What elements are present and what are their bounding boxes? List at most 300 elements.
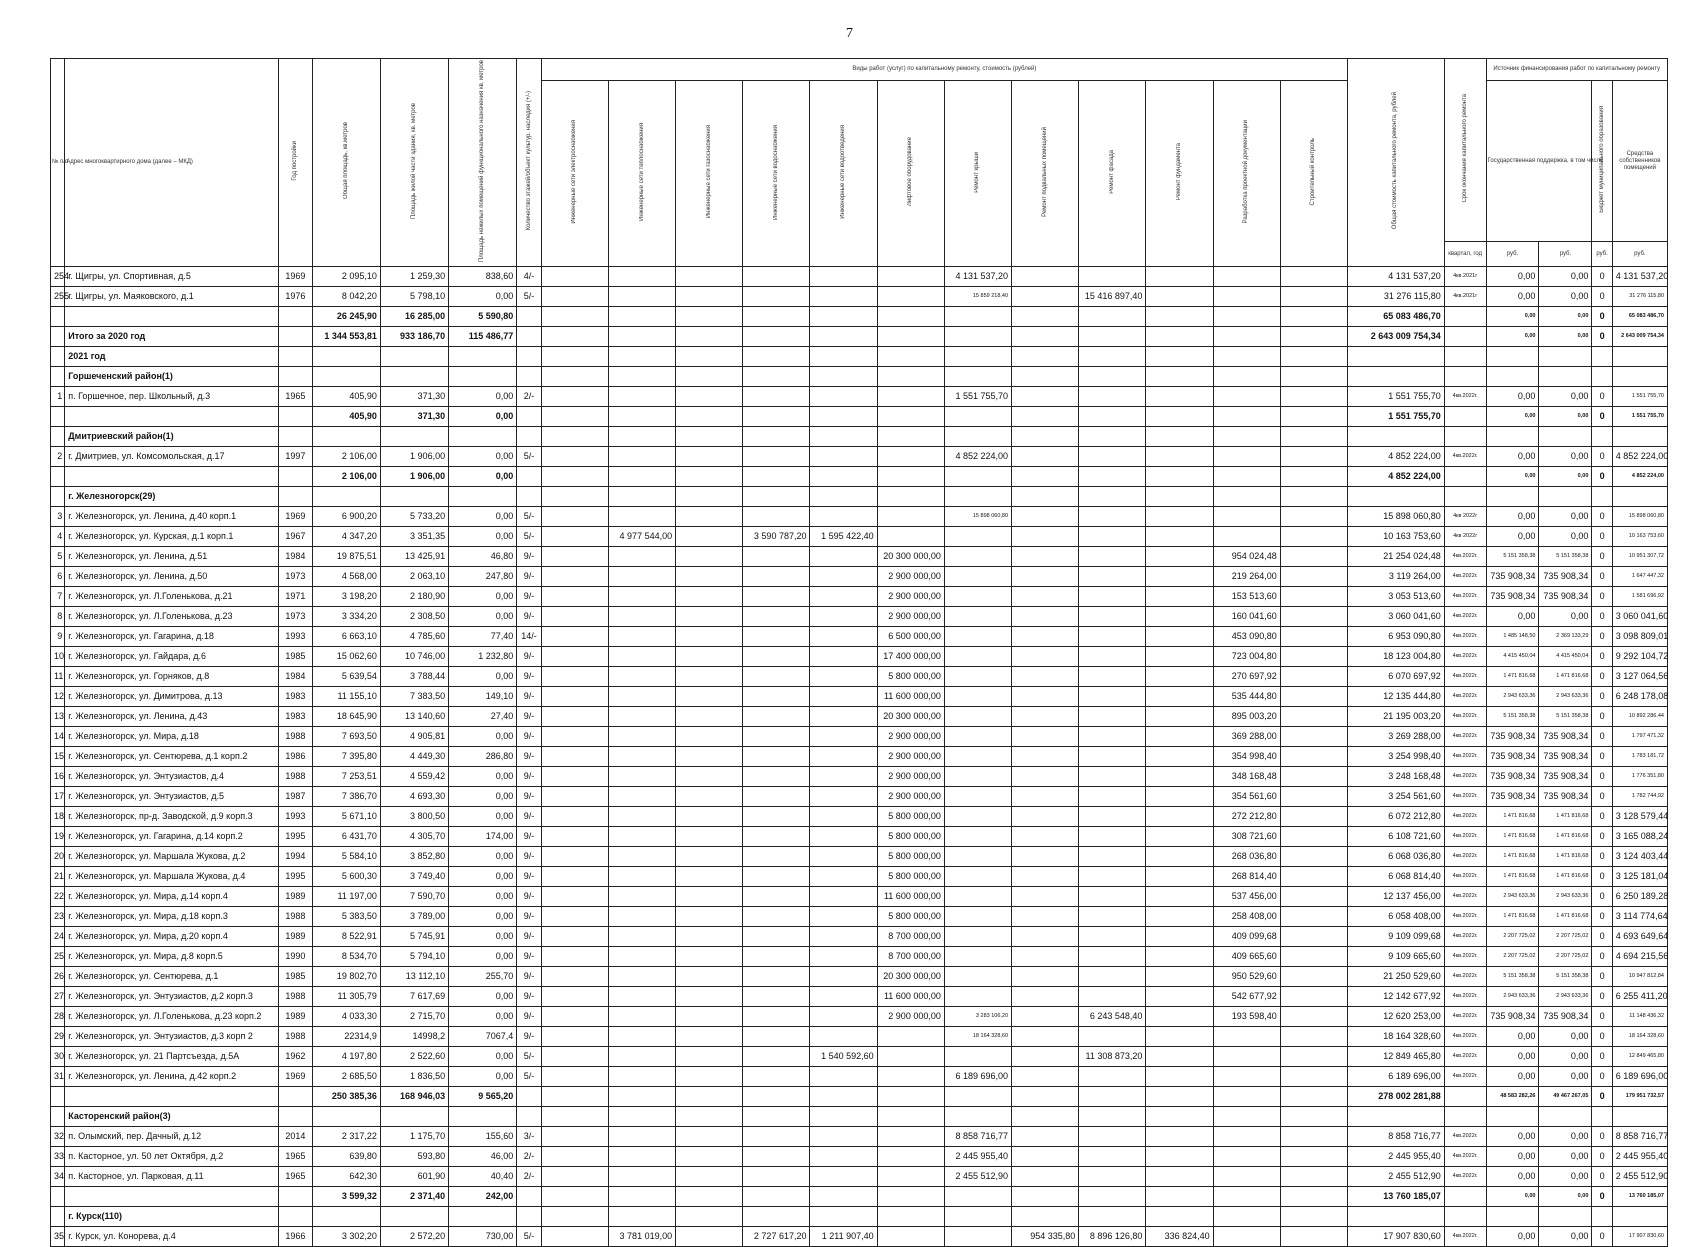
regional-amount: 0,00: [1539, 327, 1592, 347]
work-cost: [541, 887, 608, 907]
work-cost: [810, 1167, 877, 1187]
address: г. Железногорск, ул. Гайдара, д.6: [65, 647, 279, 667]
work-cost: 160 041,60: [1213, 607, 1280, 627]
empty-cell: [1012, 1107, 1079, 1127]
row-num: 11: [51, 667, 65, 687]
regional-amount: 1 471 816,68: [1539, 907, 1592, 927]
empty-cell: [541, 1207, 608, 1227]
work-cost: [676, 1187, 743, 1207]
work-cost: [676, 987, 743, 1007]
empty-cell: [810, 487, 877, 507]
regional-amount: 0,00: [1539, 527, 1592, 547]
col-header-year: Год постройки: [279, 59, 313, 267]
deadline: 4кв.2022г.: [1444, 1127, 1486, 1147]
regional-amount: 0,00: [1539, 1127, 1592, 1147]
work-cost: [1213, 267, 1280, 287]
table-row: [51, 1127, 1668, 1147]
work-cost: [608, 1127, 675, 1147]
table-row: [51, 887, 1668, 907]
empty-cell: [1079, 487, 1146, 507]
living-area: 16 285,00: [380, 307, 448, 327]
regional-amount: 5 151 358,38: [1539, 707, 1592, 727]
total-cost: 18 164 328,60: [1348, 1027, 1445, 1047]
work-cost: [1012, 787, 1079, 807]
work-cost: [743, 1167, 810, 1187]
work-cost: [877, 327, 944, 347]
work-cost: [944, 1087, 1011, 1107]
work-cost: [676, 907, 743, 927]
total-area: 2 106,00: [312, 467, 380, 487]
municipal-amount: 0: [1592, 687, 1612, 707]
work-cost: [541, 447, 608, 467]
work-cost: [541, 987, 608, 1007]
municipal-amount: 0: [1592, 767, 1612, 787]
col-header-funding-group: Источник финансирования работ по капитальному ремонту: [1486, 59, 1667, 81]
year: 1988: [279, 727, 313, 747]
work-cost: [1280, 667, 1347, 687]
total-cost: 6 072 212,80: [1348, 807, 1445, 827]
regional-amount: 735 908,34: [1539, 787, 1592, 807]
work-cost: [676, 287, 743, 307]
row-num: 22: [51, 887, 65, 907]
work-cost: 15 859 218,40: [944, 287, 1011, 307]
work-cost: [1012, 307, 1079, 327]
total-area: 1 344 553,81: [312, 327, 380, 347]
floors: [517, 467, 541, 487]
regional-amount: 0,00: [1539, 407, 1592, 427]
year: 1985: [279, 647, 313, 667]
work-cost: [1079, 507, 1146, 527]
work-cost: 11 600 000,00: [877, 687, 944, 707]
subtotal-label: [65, 307, 279, 327]
work-cost: [1146, 907, 1213, 927]
col-header-work-gas: Инженерные сети газоснабжения: [676, 81, 743, 267]
work-cost: [944, 1047, 1011, 1067]
municipal-amount: 0: [1592, 887, 1612, 907]
work-cost: 153 513,60: [1213, 587, 1280, 607]
deadline: 4кв.2022г.: [1444, 847, 1486, 867]
total-cost: 4 852 224,00: [1348, 467, 1445, 487]
work-cost: [944, 767, 1011, 787]
total-cost: 3 269 288,00: [1348, 727, 1445, 747]
row-num: 20: [51, 847, 65, 867]
work-cost: [676, 667, 743, 687]
nonliving-area: 730,00: [449, 1227, 517, 1247]
living-area: 3 800,50: [380, 807, 448, 827]
work-cost: [541, 407, 608, 427]
work-cost: [1280, 267, 1347, 287]
deadline: [1444, 307, 1486, 327]
work-cost: [877, 507, 944, 527]
municipal-amount: 0: [1592, 947, 1612, 967]
address: г. Железногорск, ул. Маршала Жукова, д.4: [65, 867, 279, 887]
work-cost: [1079, 907, 1146, 927]
col-header-work-control: Строительный контроль: [1280, 81, 1347, 267]
empty-cell: [1444, 1107, 1486, 1127]
owners-amount: 10 163 753,60: [1612, 527, 1667, 547]
total-area: 11 197,00: [312, 887, 380, 907]
work-cost: [1146, 667, 1213, 687]
work-cost: [608, 907, 675, 927]
work-cost: 3 781 019,00: [608, 1227, 675, 1247]
floors: 5/-: [517, 507, 541, 527]
owners-amount: 2 455 512,90: [1612, 1167, 1667, 1187]
total-area: 405,90: [312, 407, 380, 427]
work-cost: 354 561,60: [1213, 787, 1280, 807]
owners-amount: 3 114 774,64: [1612, 907, 1667, 927]
work-cost: [944, 627, 1011, 647]
year: 1988: [279, 767, 313, 787]
work-cost: [1280, 327, 1347, 347]
empty-cell: [1213, 1107, 1280, 1127]
owners-amount: 17 907 830,60: [1612, 1227, 1667, 1247]
row-num: 25: [51, 947, 65, 967]
row-num: 255: [51, 287, 65, 307]
nonliving-area: 40,40: [449, 1167, 517, 1187]
work-cost: [1280, 387, 1347, 407]
empty-cell: [1592, 427, 1612, 447]
nonliving-area: 174,00: [449, 827, 517, 847]
fund-amount: 1 471 816,68: [1486, 867, 1539, 887]
address: г. Железногорск, ул. Маршала Жукова, д.2: [65, 847, 279, 867]
nonliving-area: 0,00: [449, 927, 517, 947]
empty-cell: [1012, 1207, 1079, 1227]
owners-amount: 4 852 224,00: [1612, 447, 1667, 467]
work-cost: [1280, 607, 1347, 627]
work-cost: [944, 987, 1011, 1007]
nonliving-area: 0,00: [449, 527, 517, 547]
work-cost: [608, 987, 675, 1007]
living-area: 4 449,30: [380, 747, 448, 767]
work-cost: [608, 627, 675, 647]
empty-cell: [944, 1107, 1011, 1127]
work-cost: [1280, 847, 1347, 867]
section-row: [51, 427, 1668, 447]
floors: 9/-: [517, 727, 541, 747]
empty-cell: [541, 427, 608, 447]
regional-amount: 2 207 725,02: [1539, 927, 1592, 947]
table-row: [51, 747, 1668, 767]
total-area: 5 584,10: [312, 847, 380, 867]
work-cost: [676, 1227, 743, 1247]
empty-cell: [743, 487, 810, 507]
work-cost: 2 900 000,00: [877, 747, 944, 767]
table-row: [51, 967, 1668, 987]
owners-amount: 4 852 224,00: [1612, 467, 1667, 487]
deadline: 4кв.2022г.: [1444, 387, 1486, 407]
work-cost: [1213, 447, 1280, 467]
work-cost: [1280, 1027, 1347, 1047]
deadline: 4кв.2022г.: [1444, 967, 1486, 987]
total-area: 4 347,20: [312, 527, 380, 547]
work-cost: [1146, 267, 1213, 287]
deadline: 4кв.2022г.: [1444, 627, 1486, 647]
work-cost: [743, 807, 810, 827]
work-cost: 308 721,60: [1213, 827, 1280, 847]
work-cost: [944, 327, 1011, 347]
year: 1973: [279, 607, 313, 627]
work-cost: [1146, 947, 1213, 967]
regional-amount: 0,00: [1539, 607, 1592, 627]
work-cost: [541, 1187, 608, 1207]
work-cost: [1146, 1187, 1213, 1207]
work-cost: [1079, 467, 1146, 487]
total-area: 2 685,50: [312, 1067, 380, 1087]
empty-cell: [279, 1107, 313, 1127]
work-cost: [1079, 1027, 1146, 1047]
work-cost: 723 004,80: [1213, 647, 1280, 667]
work-cost: [743, 307, 810, 327]
work-cost: [1012, 767, 1079, 787]
municipal-amount: 0: [1592, 1167, 1612, 1187]
municipal-amount: 0: [1592, 987, 1612, 1007]
work-cost: 258 408,00: [1213, 907, 1280, 927]
nonliving-area: 0,00: [449, 727, 517, 747]
empty-cell: [1592, 1207, 1612, 1227]
work-cost: 8 858 716,77: [944, 1127, 1011, 1147]
year: 1966: [279, 1227, 313, 1247]
address: г. Железногорск, ул. Энтузиастов, д.3 корп 2: [65, 1027, 279, 1047]
deadline: 4кв.2022г.: [1444, 647, 1486, 667]
work-cost: [944, 827, 1011, 847]
owners-amount: 11 148 436,32: [1612, 1007, 1667, 1027]
total-cost: 31 276 115,80: [1348, 287, 1445, 307]
deadline: 4кв.2022г.: [1444, 667, 1486, 687]
floors: [517, 327, 541, 347]
floors: 9/-: [517, 1027, 541, 1047]
work-cost: [541, 627, 608, 647]
regional-amount: 0,00: [1539, 1167, 1592, 1187]
empty-cell: [877, 347, 944, 367]
subtotal-label: Итого за 2020 год: [65, 327, 279, 347]
work-cost: [1213, 1227, 1280, 1247]
work-cost: [810, 607, 877, 627]
living-area: 4 905,81: [380, 727, 448, 747]
empty-cell: [877, 487, 944, 507]
municipal-amount: 0: [1592, 907, 1612, 927]
living-area: 13 425,91: [380, 547, 448, 567]
work-cost: [1146, 1047, 1213, 1067]
regional-amount: 0,00: [1539, 387, 1592, 407]
address: г. Железногорск, ул. 21 Партсъезда, д.5А: [65, 1047, 279, 1067]
col-header-municipal: Бюджет муниципального образования: [1592, 81, 1612, 242]
deadline: 4кв.2022г.: [1444, 1027, 1486, 1047]
total-cost: 21 254 024,48: [1348, 547, 1445, 567]
work-cost: [810, 867, 877, 887]
empty-cell: [449, 347, 517, 367]
nonliving-area: 155,60: [449, 1127, 517, 1147]
work-cost: [1280, 627, 1347, 647]
owners-amount: 31 276 115,80: [1612, 287, 1667, 307]
total-cost: 6 070 697,92: [1348, 667, 1445, 687]
work-cost: [541, 947, 608, 967]
work-cost: [1280, 1007, 1347, 1027]
empty-cell: [810, 367, 877, 387]
work-cost: 950 529,60: [1213, 967, 1280, 987]
owners-amount: 3 124 403,44: [1612, 847, 1667, 867]
section-label: Горшеченский район(1): [65, 367, 279, 387]
empty-cell: [517, 427, 541, 447]
empty-cell: [1146, 1107, 1213, 1127]
regional-amount: 0,00: [1539, 467, 1592, 487]
nonliving-area: 242,00: [449, 1187, 517, 1207]
work-cost: [676, 627, 743, 647]
work-cost: 2 900 000,00: [877, 567, 944, 587]
work-cost: [743, 1127, 810, 1147]
subtotal-row: [51, 327, 1668, 347]
municipal-amount: 0: [1592, 747, 1612, 767]
row-num: 28: [51, 1007, 65, 1027]
fund-amount: 1 471 816,68: [1486, 807, 1539, 827]
table-row: [51, 867, 1668, 887]
row-num: 32: [51, 1127, 65, 1147]
work-cost: [944, 867, 1011, 887]
work-cost: [608, 407, 675, 427]
empty-cell: [944, 347, 1011, 367]
municipal-amount: 0: [1592, 807, 1612, 827]
empty-cell: [877, 1107, 944, 1127]
municipal-amount: 0: [1592, 327, 1612, 347]
work-cost: [1079, 527, 1146, 547]
work-cost: [1213, 1067, 1280, 1087]
empty-cell: [1539, 427, 1592, 447]
row-num: 29: [51, 1027, 65, 1047]
nonliving-area: 0,00: [449, 907, 517, 927]
work-cost: 268 036,80: [1213, 847, 1280, 867]
municipal-amount: 0: [1592, 307, 1612, 327]
work-cost: [743, 587, 810, 607]
work-cost: 2 900 000,00: [877, 727, 944, 747]
total-area: 8 534,70: [312, 947, 380, 967]
work-cost: [1280, 1167, 1347, 1187]
total-area: 22314,9: [312, 1027, 380, 1047]
municipal-amount: 0: [1592, 1187, 1612, 1207]
work-cost: [541, 807, 608, 827]
empty-cell: [1444, 367, 1486, 387]
work-cost: [1213, 1087, 1280, 1107]
work-cost: [541, 707, 608, 727]
empty-cell: [1612, 427, 1667, 447]
year: 1983: [279, 707, 313, 727]
work-cost: [1146, 307, 1213, 327]
row-num: [51, 347, 65, 367]
table-row: [51, 587, 1668, 607]
table-row: [51, 527, 1668, 547]
row-num: 5: [51, 547, 65, 567]
fund-amount: 0,00: [1486, 1187, 1539, 1207]
nonliving-area: 0,00: [449, 667, 517, 687]
work-cost: [1213, 407, 1280, 427]
work-cost: [1079, 387, 1146, 407]
work-cost: [608, 267, 675, 287]
work-cost: [608, 287, 675, 307]
floors: [517, 1187, 541, 1207]
living-area: 1 836,50: [380, 1067, 448, 1087]
nonliving-area: 0,00: [449, 947, 517, 967]
work-cost: [608, 1047, 675, 1067]
total-area: 3 599,32: [312, 1187, 380, 1207]
fund-amount: 1 471 816,68: [1486, 827, 1539, 847]
total-cost: 3 060 041,60: [1348, 607, 1445, 627]
work-cost: [877, 1067, 944, 1087]
work-cost: [743, 547, 810, 567]
work-cost: [1012, 967, 1079, 987]
living-area: 1 906,00: [380, 447, 448, 467]
work-cost: 537 456,00: [1213, 887, 1280, 907]
total-cost: 21 195 003,20: [1348, 707, 1445, 727]
work-cost: [1280, 707, 1347, 727]
row-num: 19: [51, 827, 65, 847]
work-cost: 272 212,80: [1213, 807, 1280, 827]
nonliving-area: 0,00: [449, 447, 517, 467]
work-cost: [743, 967, 810, 987]
living-area: 13 140,60: [380, 707, 448, 727]
municipal-amount: 0: [1592, 967, 1612, 987]
empty-cell: [877, 427, 944, 447]
regional-amount: 49 467 267,05: [1539, 1087, 1592, 1107]
work-cost: 3 590 787,20: [743, 527, 810, 547]
work-cost: [676, 747, 743, 767]
empty-cell: [676, 347, 743, 367]
work-cost: 5 800 000,00: [877, 807, 944, 827]
work-cost: [541, 327, 608, 347]
deadline: 4кв.2022г.: [1444, 747, 1486, 767]
work-cost: [810, 1127, 877, 1147]
living-area: 5 794,10: [380, 947, 448, 967]
work-cost: [608, 867, 675, 887]
work-cost: [1146, 607, 1213, 627]
year: [279, 307, 313, 327]
empty-cell: [676, 427, 743, 447]
work-cost: [877, 1027, 944, 1047]
work-cost: [944, 887, 1011, 907]
table-row: [51, 1007, 1668, 1027]
regional-amount: 4 415 450,04: [1539, 647, 1592, 667]
work-cost: [877, 387, 944, 407]
work-cost: [608, 687, 675, 707]
work-cost: 11 600 000,00: [877, 987, 944, 1007]
work-cost: [1280, 827, 1347, 847]
deadline: 4кв.2022г.: [1444, 987, 1486, 1007]
work-cost: 268 814,40: [1213, 867, 1280, 887]
empty-cell: [608, 367, 675, 387]
year: 1995: [279, 827, 313, 847]
total-area: 5 383,50: [312, 907, 380, 927]
empty-cell: [1213, 1207, 1280, 1227]
work-cost: [1280, 1047, 1347, 1067]
regional-amount: 735 908,34: [1539, 727, 1592, 747]
work-cost: [1079, 727, 1146, 747]
total-area: 7 395,80: [312, 747, 380, 767]
year: 1962: [279, 1047, 313, 1067]
nonliving-area: 0,00: [449, 847, 517, 867]
capital-repair-table: [50, 58, 1668, 1247]
table-row: [51, 1067, 1668, 1087]
work-cost: [743, 507, 810, 527]
year: 1993: [279, 807, 313, 827]
address: г. Железногорск, пр-д. Заводской, д.9 корп.3: [65, 807, 279, 827]
work-cost: [608, 1187, 675, 1207]
row-num: 12: [51, 687, 65, 707]
work-cost: [1213, 1127, 1280, 1147]
total-cost: 3 119 264,00: [1348, 567, 1445, 587]
row-num: [51, 1207, 65, 1227]
nonliving-area: 0,00: [449, 1047, 517, 1067]
work-cost: [1280, 967, 1347, 987]
floors: 9/-: [517, 747, 541, 767]
work-cost: [1146, 727, 1213, 747]
work-cost: [676, 267, 743, 287]
